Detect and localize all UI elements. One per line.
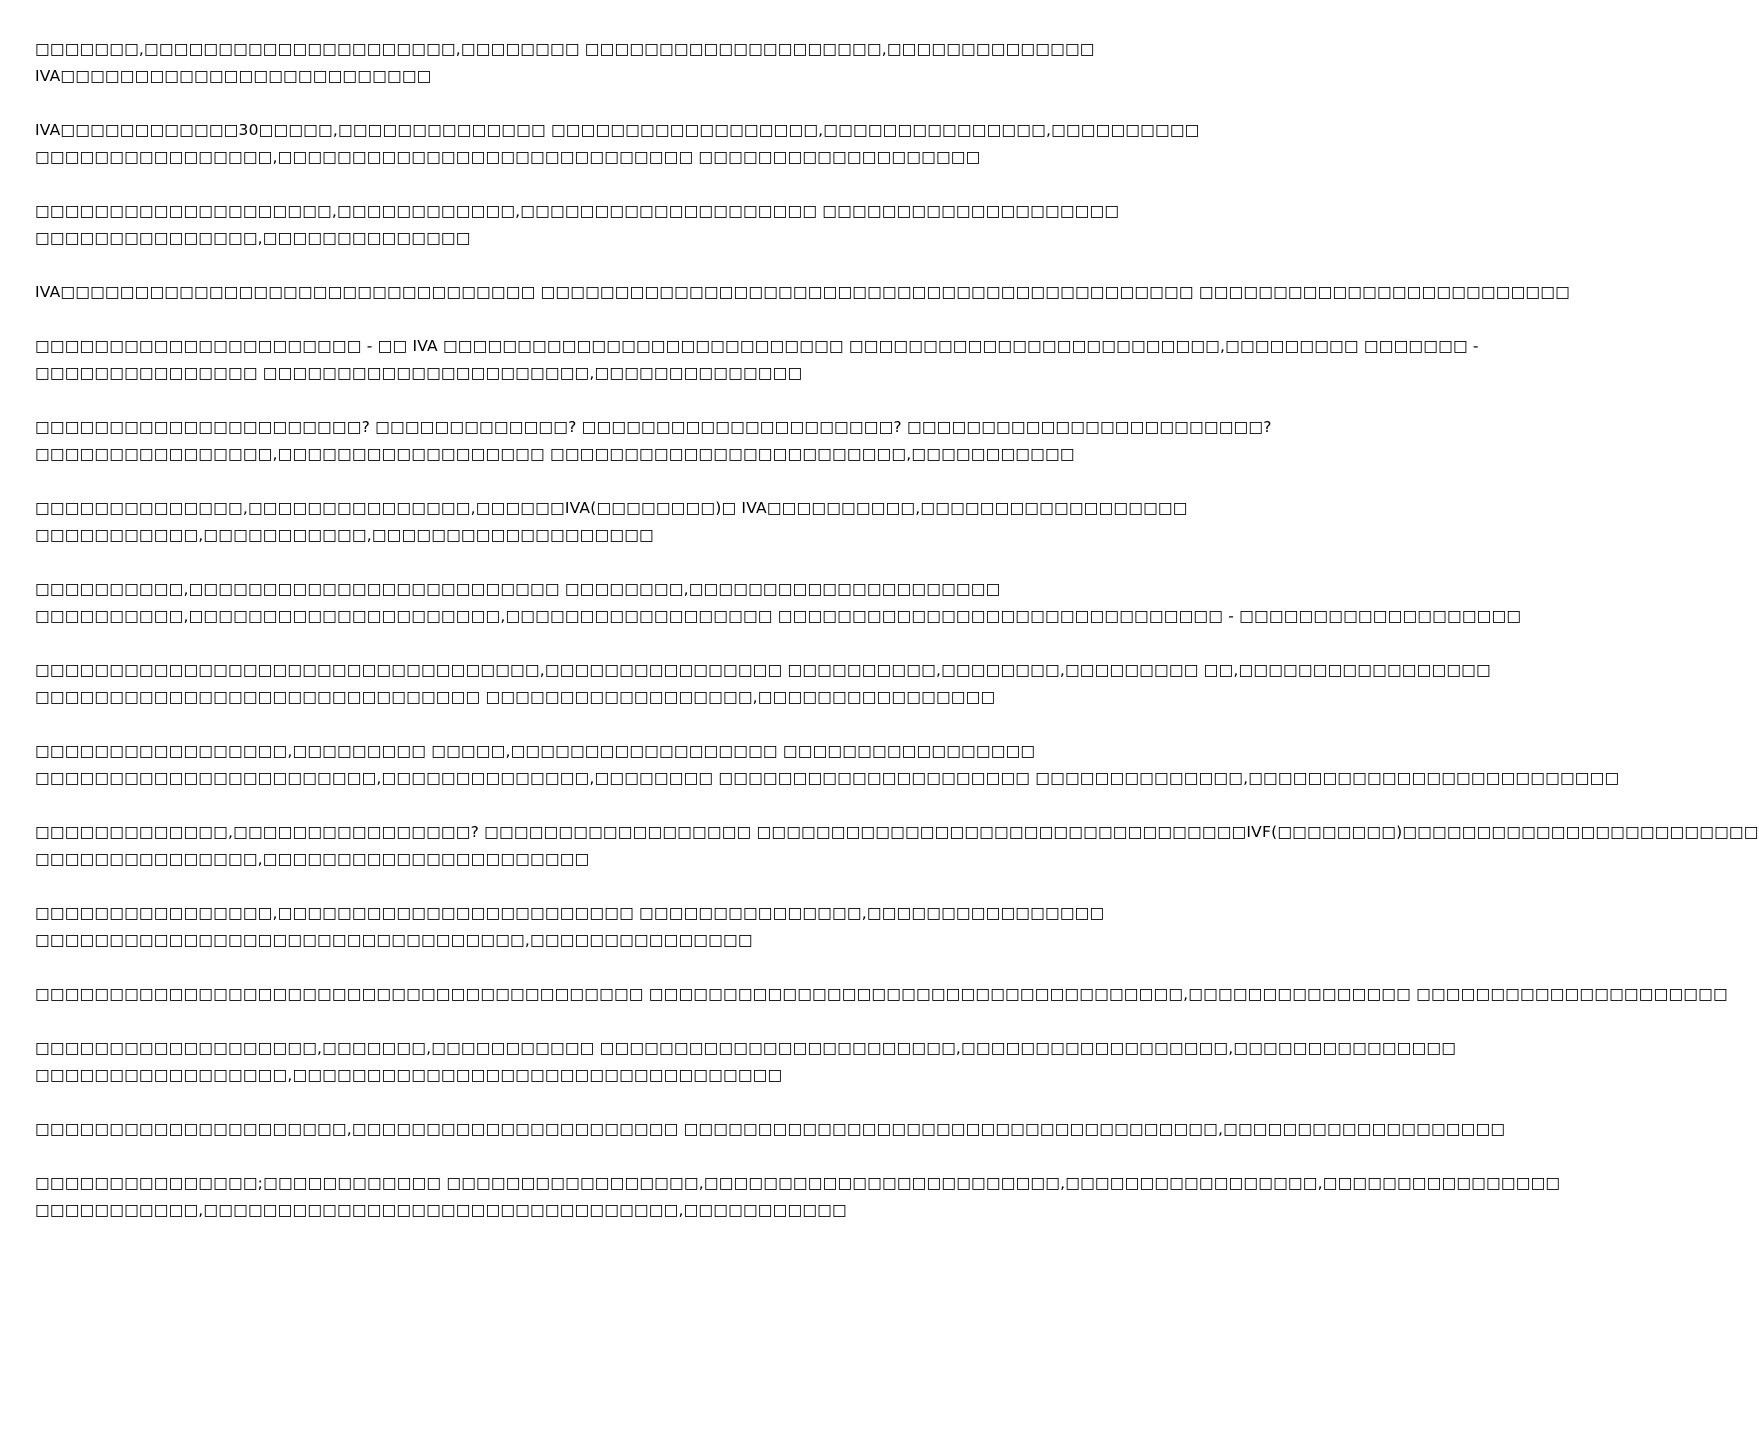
- text-line: □□□□□□□□□□□□□□□□□□□□□□□□□□□□□□□□□□,□□□□□□□□□□□□□□□□ □□□□□□□□□□,□□□□□□□□,□□□□□□□□□ □□,□□□□□□□□□□□□□□□□□: [35, 661, 1491, 679]
- text-line: □□□□□□□□□□□□□□□□□□□□□□□□□□□□□□ □□□□□□□□□□□□□□□□□□,□□□□□□□□□□□□□□□□: [35, 688, 996, 706]
- paragraph-6: [35, 414, 1272, 468]
- text-line: □□□□□□□□□□□□□□□□□□□□□,□□□□□□□□□□□□□□□□□□□□□□ □□□□□□□□□□□□□□□□□□□□□□□□□□□□□□□□□□□□,□□□□□□□□□□□□□□□□□□□: [35, 1120, 1506, 1138]
- text-line: □□□□□□□□□□,□□□□□□□□□□□□□□□□□□□□□,□□□□□□□□□□□□□□□□□□ □□□□□□□□□□□□□□□□□□□□□□□□□□□□□□ - □□□□□□□□□□□□□□□□□□□: [35, 607, 1522, 625]
- text-line: □□□□□□□□□□□□□□□□,□□□□□□□□□□□□□□□□□□□□□□□□□□□□ □□□□□□□□□□□□□□□□□□□: [35, 148, 981, 166]
- text-line: IVA□□□□□□□□□□□□□□□□□□□□□□□□□: [35, 67, 432, 85]
- text-line: □□□□□□□□□□□□□□□□□□□□□□□□□□□□□□□□□,□□□□□□□□□□□□□□□: [35, 931, 753, 949]
- paragraph-1: [35, 36, 1095, 90]
- paragraph-15: [35, 1116, 1506, 1143]
- paragraph-10: [35, 738, 1620, 792]
- text-line: □□□□□□□,□□□□□□□□□□□□□□□□□□□□□,□□□□□□□□ □□□□□□□□□□□□□□□□□□□□,□□□□□□□□□□□□□□: [35, 40, 1095, 58]
- text-line: IVA□□□□□□□□□□□□30□□□□□,□□□□□□□□□□□□□□ □□□□□□□□□□□□□□□□□□,□□□□□□□□□□□□□□□,□□□□□□□□□□: [35, 121, 1200, 139]
- text-line: □□□□□□□□□□□□□,□□□□□□□□□□□□□□□□? □□□□□□□□□□□□□□□□□□ □□□□□□□□□□□□□□□□□□□□□□□□□□□□□□□□□IVF(□□□□□□□□)□□□□□□□□□□□□□□□□□□□□□□□□: [35, 823, 1759, 841]
- text-line: □□□□□□□□□□□□□□□,□□□□□□□□□□□□□□: [35, 229, 471, 247]
- text-line: □□□□□□□□□□□□□□□□□□□□□□□□□□□□□□□□□□□□□□□□□ □□□□□□□□□□□□□□□□□□□□□□□□□□□□□□□□□□□□,□□□□□□□□□□□□□□□ □□□□□□□□□□□□□□□□□□□□□: [35, 985, 1728, 1003]
- text-line: □□□□□□□□□□□□□□□□□□□□□□ - □□ IVA □□□□□□□□□□□□□□□□□□□□□□□□□□□ □□□□□□□□□□□□□□□□□□□□□□□□□,□□□□□□□□□ □□□□□□□ -: [35, 337, 1479, 355]
- text-line: □□□□□□□□□□□□□□□,□□□□□□□□□□□□□□□□□□□□□□: [35, 850, 590, 868]
- document-body: [35, 36, 1759, 1251]
- paragraph-13: [35, 981, 1728, 1008]
- paragraph-2: [35, 117, 1200, 171]
- text-line: □□□□□□□□□□□,□□□□□□□□□□□□□□□□□□□□□□□□□□□□□□□□,□□□□□□□□□□□: [35, 1201, 847, 1219]
- paragraph-5: [35, 333, 1479, 387]
- paragraph-4: [35, 279, 1570, 306]
- paragraph-12: [35, 900, 1105, 954]
- paragraph-14: [35, 1035, 1457, 1089]
- text-line: IVA□□□□□□□□□□□□□□□□□□□□□□□□□□□□□□□□ □□□□□□□□□□□□□□□□□□□□□□□□□□□□□□□□□□□□□□□□□□□□ □□□□□□□□□□□□□□□□□□□□□□□□□: [35, 283, 1570, 301]
- text-line: □□□□□□□□□□□□□□□ □□□□□□□□□□□□□□□□□□□□□□,□□□□□□□□□□□□□□: [35, 364, 803, 382]
- text-line: □□□□□□□□□□□□□□□□□,□□□□□□□□□□□□□□□□□□□□□□□□□□□□□□□□□: [35, 1066, 783, 1084]
- text-line: □□□□□□□□□□□□□□□□□,□□□□□□□□□ □□□□□,□□□□□□□□□□□□□□□□□□ □□□□□□□□□□□□□□□□□: [35, 742, 1036, 760]
- paragraph-16: [35, 1170, 1561, 1224]
- text-line: □□□□□□□□□□□□□□□□,□□□□□□□□□□□□□□□□□□□□□□□□ □□□□□□□□□□□□□□□,□□□□□□□□□□□□□□□□: [35, 904, 1105, 922]
- text-line: □□□□□□□□□□□□□□□□□□□□□□? □□□□□□□□□□□□□? □□□□□□□□□□□□□□□□□□□□□? □□□□□□□□□□□□□□□□□□□□□□□□?: [35, 418, 1272, 436]
- text-line: □□□□□□□□□□□,□□□□□□□□□□□,□□□□□□□□□□□□□□□□□□□: [35, 526, 654, 544]
- text-line: □□□□□□□□□□□□□□□□□□□,□□□□□□□,□□□□□□□□□□□ □□□□□□□□□□□□□□□□□□□□□□□□,□□□□□□□□□□□□□□□□□□,□□□□□□□□□□□□□□□: [35, 1039, 1457, 1057]
- paragraph-8: [35, 576, 1522, 630]
- paragraph-7: [35, 495, 1188, 549]
- text-line: □□□□□□□□□□□□□□□□□□□□□□□,□□□□□□□□□□□□□□,□□□□□□□□ □□□□□□□□□□□□□□□□□□□□□ □□□□□□□□□□□□□□,□□□□□□□□□□□□□□□□□□□□□□□□□: [35, 769, 1620, 787]
- text-line: □□□□□□□□□□□□□□□;□□□□□□□□□□□□ □□□□□□□□□□□□□□□□□,□□□□□□□□□□□□□□□□□□□□□□□□,□□□□□□□□□□□□□□□□□,□□□□□□□□□□□□□□□□: [35, 1174, 1561, 1192]
- paragraph-11: [35, 819, 1759, 873]
- text-line: □□□□□□□□□□□□□□,□□□□□□□□□□□□□□□,□□□□□□IVA(□□□□□□□□)□ IVA□□□□□□□□□□,□□□□□□□□□□□□□□□□□□: [35, 499, 1188, 517]
- text-line: □□□□□□□□□□,□□□□□□□□□□□□□□□□□□□□□□□□□ □□□□□□□□,□□□□□□□□□□□□□□□□□□□□□: [35, 580, 1001, 598]
- text-line: □□□□□□□□□□□□□□□□,□□□□□□□□□□□□□□□□□□ □□□□□□□□□□□□□□□□□□□□□□□□,□□□□□□□□□□□: [35, 445, 1075, 463]
- paragraph-9: [35, 657, 1491, 711]
- paragraph-3: [35, 198, 1120, 252]
- text-line: □□□□□□□□□□□□□□□□□□□□,□□□□□□□□□□□□,□□□□□□□□□□□□□□□□□□□□ □□□□□□□□□□□□□□□□□□□□: [35, 202, 1120, 220]
